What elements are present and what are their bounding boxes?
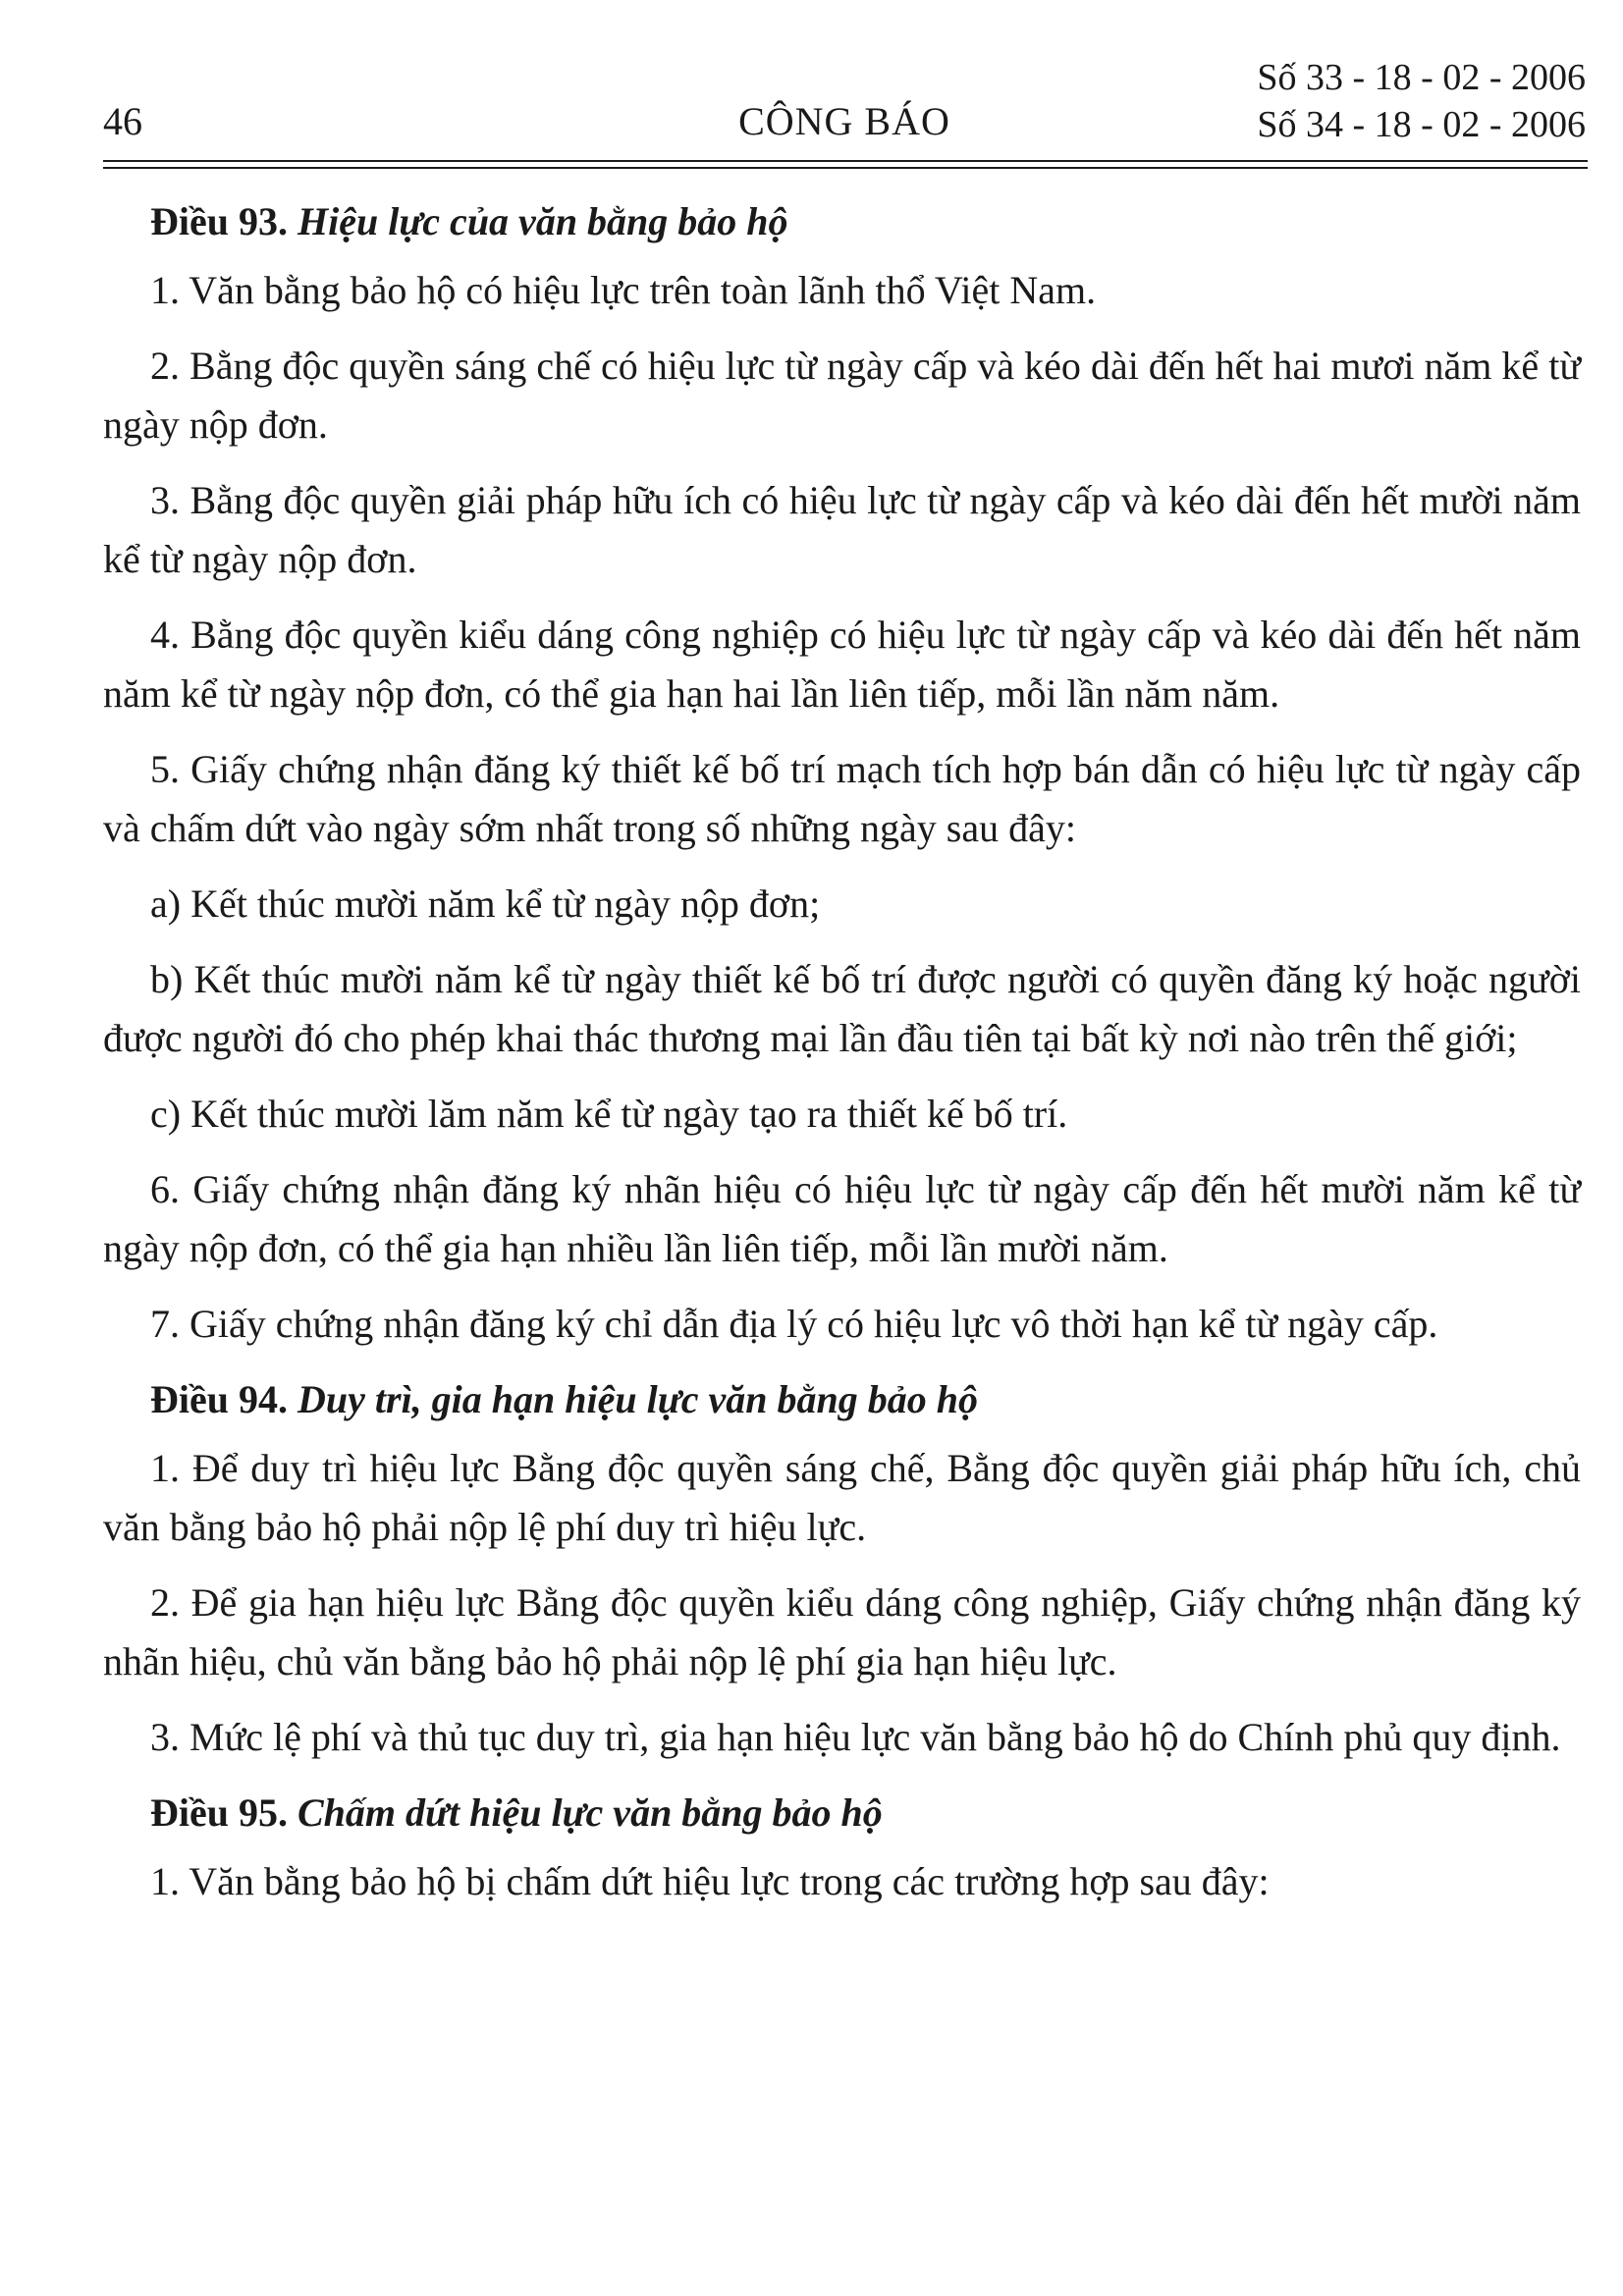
article-title: Duy trì, gia hạn hiệu lực văn bằng bảo hộ bbox=[298, 1377, 978, 1421]
clause: 1. Văn bằng bảo hộ có hiệu lực trên toàn lãnh thổ Việt Nam. bbox=[150, 268, 1097, 312]
issue-number: Số 34 - 18 - 02 - 2006 bbox=[1257, 104, 1586, 145]
article-heading bbox=[150, 192, 1581, 251]
header-rule bbox=[103, 160, 1588, 162]
issue-numbers bbox=[1257, 54, 1586, 148]
article-heading bbox=[150, 1370, 1581, 1429]
clause: 2. Để gia hạn hiệu lực Bằng độc quyền kiểu dáng công nghiệp, Giấy chứng nhận đăng ký nhãn hiệu, chủ văn bằng bảo hộ phải nộp lệ phí gia hạn hiệu lực. bbox=[103, 1580, 1581, 1683]
article-number: Điều 95. bbox=[150, 1790, 288, 1835]
article-heading bbox=[150, 1784, 1581, 1842]
clause: 2. Bằng độc quyền sáng chế có hiệu lực từ ngày cấp và kéo dài đến hết hai mươi năm kể từ ngày nộp đơn. bbox=[103, 344, 1581, 447]
page-header bbox=[103, 54, 1586, 162]
sub-clause: a) Kết thúc mười năm kể từ ngày nộp đơn; bbox=[150, 881, 821, 926]
article-number: Điều 93. bbox=[150, 199, 288, 243]
clause: 7. Giấy chứng nhận đăng ký chỉ dẫn địa lý có hiệu lực vô thời hạn kể từ ngày cấp. bbox=[150, 1302, 1438, 1346]
article-title: Chấm dứt hiệu lực văn bằng bảo hộ bbox=[298, 1790, 883, 1835]
article-number: Điều 94. bbox=[150, 1377, 288, 1421]
clause: 4. Bằng độc quyền kiểu dáng công nghiệp có hiệu lực từ ngày cấp và kéo dài đến hết năm năm kể từ ngày nộp đơn, có thể gia hạn hai lần liên tiếp, mỗi lần năm năm. bbox=[103, 613, 1581, 716]
sub-clause: c) Kết thúc mười lăm năm kể từ ngày tạo ra thiết kế bố trí. bbox=[150, 1092, 1068, 1136]
header-rule bbox=[103, 167, 1588, 169]
clause: 3. Bằng độc quyền giải pháp hữu ích có hiệu lực từ ngày cấp và kéo dài đến hết mười năm kể từ ngày nộp đơn. bbox=[103, 478, 1581, 581]
article-title: Hiệu lực của văn bằng bảo hộ bbox=[298, 199, 788, 243]
issue-number: Số 33 - 18 - 02 - 2006 bbox=[1257, 57, 1586, 98]
page-body bbox=[103, 177, 1581, 1928]
clause: 5. Giấy chứng nhận đăng ký thiết kế bố trí mạch tích hợp bán dẫn có hiệu lực từ ngày cấp và chấm dứt vào ngày sớm nhất trong số những ngày sau đây: bbox=[103, 747, 1581, 850]
sub-clause: b) Kết thúc mười năm kể từ ngày thiết kế bố trí được người có quyền đăng ký hoặc người được người đó cho phép khai thác thương mại lần đầu tiên tại bất kỳ nơi nào trên thế giới; bbox=[103, 957, 1581, 1060]
clause: 1. Văn bằng bảo hộ bị chấm dứt hiệu lực trong các trường hợp sau đây: bbox=[150, 1859, 1270, 1903]
clause: 3. Mức lệ phí và thủ tục duy trì, gia hạn hiệu lực văn bằng bảo hộ do Chính phủ quy định. bbox=[150, 1715, 1561, 1759]
page-number: 46 bbox=[103, 99, 142, 143]
clause: 6. Giấy chứng nhận đăng ký nhãn hiệu có hiệu lực từ ngày cấp đến hết mười năm kể từ ngày nộp đơn, có thể gia hạn nhiều lần liên tiếp, mỗi lần mười năm. bbox=[103, 1167, 1581, 1270]
gazette-title: CÔNG BÁO bbox=[738, 99, 950, 143]
clause: 1. Để duy trì hiệu lực Bằng độc quyền sáng chế, Bằng độc quyền giải pháp hữu ích, chủ văn bằng bảo hộ phải nộp lệ phí duy trì hiệu lực. bbox=[103, 1446, 1581, 1549]
